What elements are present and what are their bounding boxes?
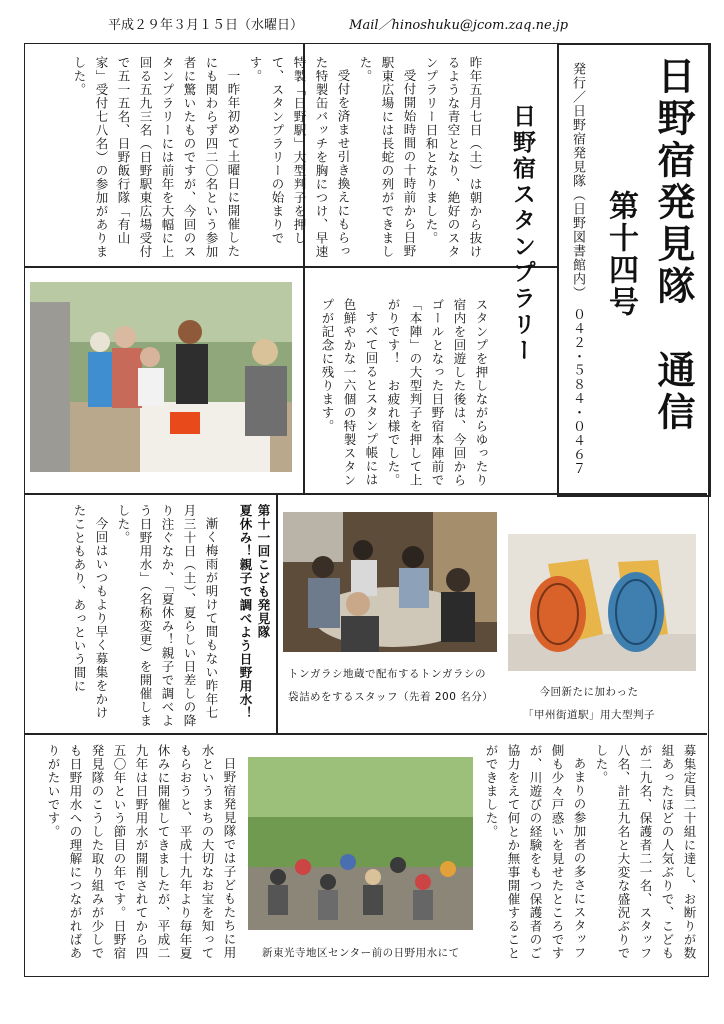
stamp-rally-para-4: 一昨年初めて土曜日に開催したにも関わらず四二〇名という参加者に驚いたものですが、今回のスタンプラリーには前年を大幅に上回る五九三名（日野駅東広場受付で五一五名、日野飯行隊「有山家」受付七八名）の参加がありました。 — [72, 56, 241, 259]
stamps-caption-line-1: 今回新たに加わった — [539, 686, 639, 698]
kids-event-text-2 — [480, 744, 700, 969]
new-stamps-illustration — [508, 534, 696, 671]
staff-caption-line-2: 袋詰めをするスタッフ（先着 200 名分） — [288, 691, 494, 703]
issue-date: 平成２９年３月１５日（水曜日） — [108, 18, 304, 33]
divider-mid — [24, 493, 707, 495]
stamps-caption-line-2: 「甲州街道駅」用大型判子 — [523, 709, 655, 721]
stamp-rally-para-1: 昨年五月七日（土）は朝から抜けるような青空となり、絶好のスタンプラリー日和となりました。 — [424, 56, 483, 259]
publisher-info: 発行／日野宿発見隊（日野図書館内） ０４２・５８４・０４６７ — [570, 62, 585, 476]
stamp-rally-para-5: スタンプを押しながらゆったり宿内を回遊した後は、今回からゴールとなった日野宿本陣前で「本陣」の大型判子を押して上がりです！ お疲れ様でした。 — [386, 298, 489, 487]
kids-event-para-5: 日野宿発見隊では子どもたちに用水というまちの大切なお宝を知ってもらおうと、平成十九年より毎年夏休みに開催してきましたが、平成二九年は日野用水が開削されてから四五〇年という節目の年です。日野宿発見隊のこうした取り組みが少しでも日野用水への理解につながればありがたいです。 — [46, 744, 237, 960]
issue-number: 第十四号 — [603, 190, 638, 318]
staff-photo-illustration — [283, 512, 497, 652]
kids-event-para-2: 今回はいつもより早く募集をかけたこともあり、あっという間に — [72, 504, 109, 719]
stamp-rally-para-3: 受付を済ませ引き換えにもらった特製缶バッチを胸につけ、早速特製「日野駅」大型判子を押して、スタンプラリーの始まりです。 — [248, 56, 351, 259]
new-stamps-caption — [523, 684, 655, 722]
staff-photo — [283, 512, 497, 652]
new-stamps-photo — [508, 534, 696, 671]
rally-photo — [30, 282, 292, 472]
staff-photo-caption — [288, 666, 493, 704]
kids-event-para-3: 募集定員二十組に達し、お断りが数組あったほどの人気ぶりで、こどもが二九名、保護者二一名、スタッフ八名、計五九名と大変な盛況ぶりでした。 — [594, 744, 697, 960]
divider-col-b — [276, 493, 278, 733]
kids-event-text-3 — [30, 744, 240, 969]
kids-event-series: 第十一回こども発見隊 — [256, 504, 271, 639]
kids-event-para-1: 漸く梅雨が明けて間もない昨年七月三十日（土）、夏らしい日差しの降り注ぐなか、「夏休み！親子で調べよう日野用水」（名称変更）を開催しました。 — [116, 504, 219, 728]
masthead-title: 日野宿発見隊 通信 — [651, 56, 695, 434]
kids-event-title: 夏休み！親子で調べよう日野用水！ — [238, 504, 253, 720]
staff-caption-line-1: トンガラシ地蔵で配布するトンガラシの — [288, 668, 486, 680]
waterway-photo — [248, 757, 473, 930]
divider-lower — [24, 733, 707, 735]
rally-photo-illustration — [30, 282, 292, 472]
kids-event-text-1 — [36, 504, 222, 729]
waterway-photo-caption: 新東光寺地区センター前の日野用水にて — [262, 947, 460, 959]
waterway-photo-illustration — [248, 757, 473, 930]
kids-event-para-4: あまりの参加者の多さにスタッフ側も少々戸惑いを見せたところですが、川遊びの経験をもつ保護者のご協力をえて何とか無事開催することができました。 — [484, 744, 587, 960]
kids-event-subhead — [228, 504, 272, 729]
stamp-rally-para-2: 受付開始時間の十時前から日野駅東広場には長蛇の列ができました。 — [358, 56, 417, 259]
divider-top — [24, 266, 557, 268]
header-line — [108, 14, 610, 33]
contact-mail: Mail／hinoshuku@jcom.zaq.ne.jp — [349, 18, 569, 33]
stamp-rally-text-bottom — [312, 298, 492, 488]
article-title-stamp-rally: 日野宿スタンプラリー — [509, 104, 535, 364]
stamp-rally-para-6: すべて回るとスタンプ帳には色鮮やかな一六個の特製スタンプが記念に残ります。 — [320, 298, 379, 487]
stamp-rally-text-top — [38, 56, 486, 261]
